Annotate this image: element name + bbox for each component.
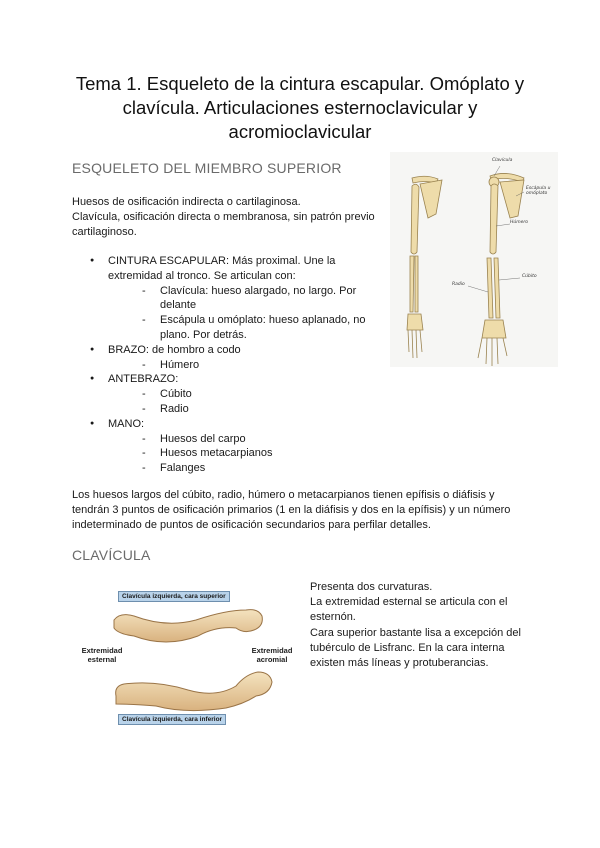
sublist-item: - Huesos del carpo bbox=[142, 432, 370, 447]
upper-limb-skeleton-figure bbox=[390, 152, 558, 367]
caption-superior: Clavícula izquierda, cara superior bbox=[118, 591, 230, 602]
long-bones-line: indeterminado de puntos de osificación secundarios para perfilar detalles. bbox=[72, 519, 431, 532]
sublist-item: - Falanges bbox=[142, 461, 370, 476]
list-item-label: ● ANTEBRAZO: bbox=[108, 373, 179, 386]
label-extremidad-acromial bbox=[246, 646, 298, 664]
sublist-item: - Huesos metacarpianos bbox=[142, 446, 370, 461]
clavicula-line: esternón. bbox=[310, 611, 356, 624]
intro-line: Clavícula, osificación directa o membranosa, sin patrón previo bbox=[72, 211, 375, 224]
sublist bbox=[108, 387, 370, 417]
label-clavicula: Clavícula bbox=[492, 158, 513, 163]
label-escapula: Escápula u omóplato bbox=[526, 186, 551, 196]
clavicula-line: existen más líneas y protuberancias. bbox=[310, 657, 489, 670]
clavicula-paragraph bbox=[310, 580, 540, 671]
title-line-3: acromioclavicular bbox=[228, 121, 372, 142]
sublist bbox=[108, 358, 370, 373]
clavicula-line: Presenta dos curvaturas. bbox=[310, 581, 433, 593]
clavicle-figure bbox=[76, 586, 302, 732]
sublist-item: - Cúbito bbox=[142, 387, 370, 402]
section-heading-clavicula: CLAVÍCULA bbox=[72, 547, 151, 563]
section-heading-skeleton: ESQUELETO DEL MIEMBRO SUPERIOR bbox=[72, 160, 342, 176]
long-bones-paragraph bbox=[72, 488, 542, 534]
list-item-label: extremidad al tronco. Se articulan con: bbox=[108, 269, 296, 282]
list-item-brazo bbox=[90, 343, 370, 373]
sublist-item: - Húmero bbox=[142, 358, 370, 373]
sublist-item bbox=[142, 313, 370, 343]
title-line-1: Tema 1. Esqueleto de la cintura escapular. Omóplato y bbox=[75, 73, 525, 94]
list-item-mano bbox=[90, 417, 370, 476]
sublist-item bbox=[142, 284, 370, 314]
skeleton-illustration bbox=[390, 152, 558, 367]
sublist bbox=[108, 284, 370, 343]
clavicula-line: La extremidad esternal se articula con el bbox=[310, 596, 508, 609]
list-item-label: ● MANO: bbox=[108, 417, 145, 430]
sublist-text: - Clavícula: hueso alargado, no largo. Por bbox=[160, 284, 357, 297]
label-radio: Radio bbox=[452, 282, 465, 287]
label-line: esternal bbox=[87, 655, 117, 664]
label-extremidad-esternal bbox=[76, 646, 128, 664]
bone-list bbox=[90, 254, 370, 476]
clavicula-line: Cara superior bastante lisa a excepción del bbox=[310, 626, 521, 639]
page-title bbox=[60, 72, 540, 144]
sublist-text: - Escápula u omóplato: hueso aplanado, no bbox=[160, 314, 366, 327]
sublist-text: plano. Por detrás. bbox=[160, 328, 247, 341]
caption-inferior: Clavícula izquierda, cara inferior bbox=[118, 714, 226, 725]
sublist-item: - Radio bbox=[142, 402, 370, 417]
clavicula-line: tubérculo de Lisfranc. En la cara interna bbox=[310, 641, 505, 654]
list-item-label: ● CINTURA ESCAPULAR: Más proximal. Une la bbox=[108, 255, 336, 267]
sublist bbox=[108, 432, 370, 476]
label-line: acromial bbox=[256, 655, 288, 664]
intro-line: Huesos de osificación indirecta o cartilaginosa. bbox=[72, 196, 301, 208]
intro-paragraph bbox=[72, 195, 382, 241]
title-line-2: clavícula. Articulaciones esternoclavicular y bbox=[122, 97, 478, 118]
long-bones-line: Los huesos largos del cúbito, radio, húmero o metacarpianos tienen epífisis o diáfisis y bbox=[72, 489, 495, 501]
list-item-antebrazo bbox=[90, 372, 370, 416]
sublist-text: delante bbox=[160, 299, 197, 312]
long-bones-line: tendrán 3 puntos de osificación primarios (1 en la diáfisis y dos en la epífisis) y un número bbox=[72, 504, 511, 517]
label-line: Extremidad bbox=[251, 646, 293, 655]
label-cubito: Cúbito bbox=[522, 274, 537, 279]
label-line: Extremidad bbox=[81, 646, 123, 655]
intro-line: cartilaginoso. bbox=[72, 226, 137, 239]
list-item-cintura bbox=[90, 254, 370, 343]
list-item-label: ● BRAZO: de hombro a codo bbox=[108, 343, 241, 356]
label-humero: Húmero bbox=[510, 220, 528, 225]
